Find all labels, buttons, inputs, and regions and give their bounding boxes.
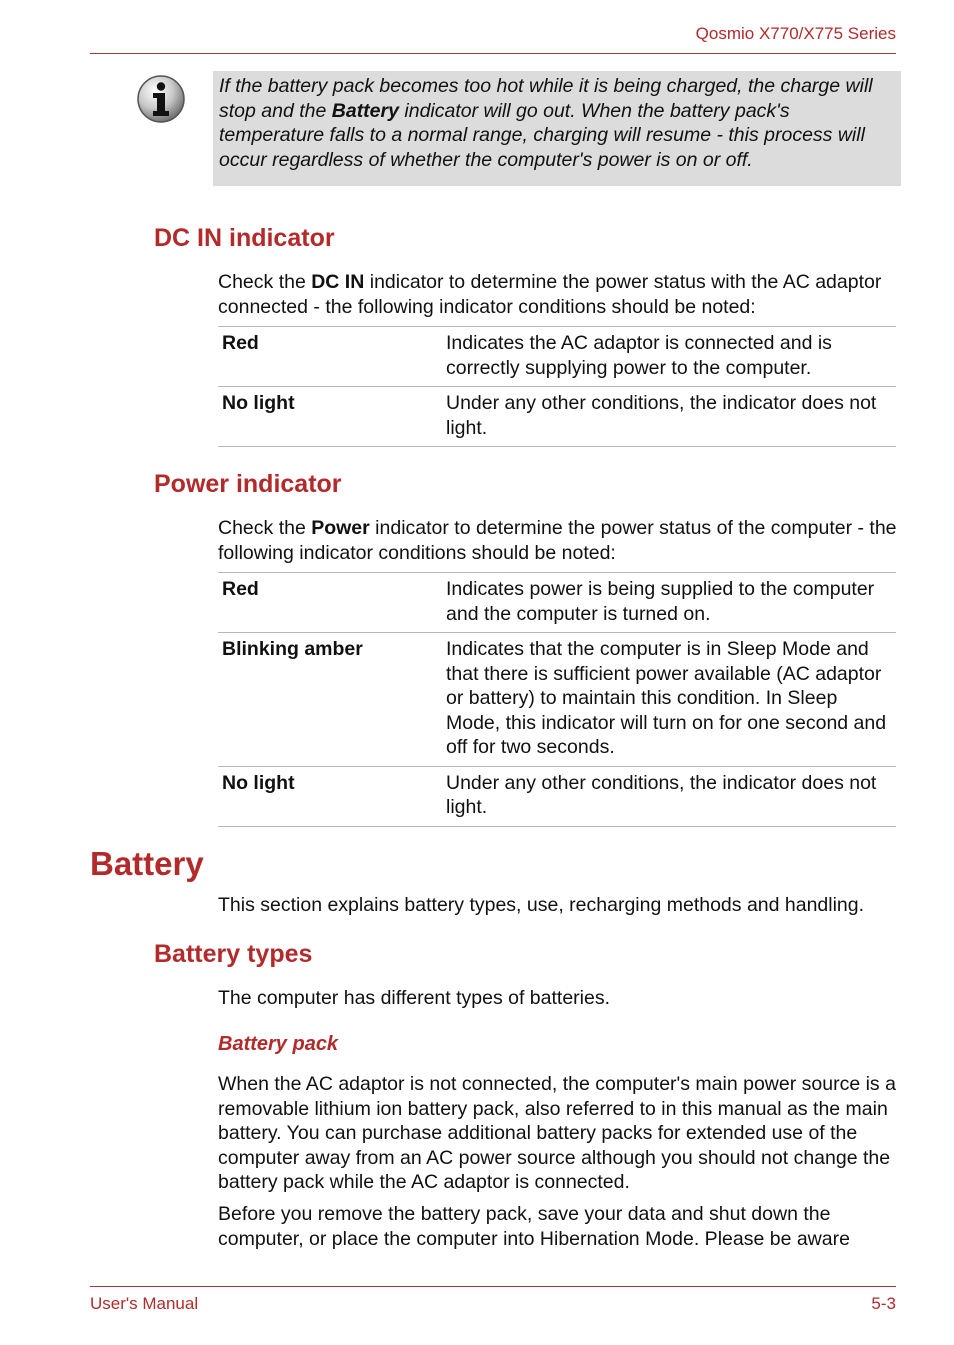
- desc-cell: Under any other conditions, the indicator does not light.: [442, 387, 896, 447]
- note-emphasis: Battery: [331, 99, 399, 122]
- battery-pack-heading: Battery pack: [218, 1033, 339, 1055]
- table-row: [218, 327, 896, 387]
- note-text-1: If the battery pack becomes too hot while it is being charged, the charge will stop and the: [219, 75, 873, 122]
- dcin-heading: DC IN indicator: [154, 224, 335, 252]
- info-icon: [136, 74, 186, 124]
- battery-pack-paragraph-1: When the AC adaptor is not connected, the computer's main power source is a removable lithium ion battery pack, also referred to in this manual as the main battery. You can purchase additional battery packs for extended use of the computer away from an AC power source although you should not change the battery pack while the AC adaptor is connected.: [218, 1073, 896, 1193]
- footer-rule: [90, 1286, 896, 1287]
- desc-cell: Under any other conditions, the indicator does not light.: [442, 766, 896, 826]
- power-heading: Power indicator: [154, 470, 342, 498]
- desc-cell: Indicates the AC adaptor is connected and is correctly supplying power to the computer.: [442, 327, 896, 387]
- table-row: [218, 633, 896, 767]
- note-box: [213, 71, 901, 186]
- footer-manual-name: User's Manual: [90, 1294, 199, 1313]
- desc-cell: Indicates that the computer is in Sleep Mode and that there is sufficient power available (AC adaptor or battery) to maintain this condition. In Sleep Mode, this indicator will turn on for one second and off for two seconds.: [442, 633, 896, 767]
- state-cell: Red: [218, 327, 442, 387]
- battery-types-intro: The computer has different types of batteries.: [218, 987, 611, 1009]
- page-number: 5-3: [871, 1294, 896, 1313]
- power-table: [218, 572, 896, 827]
- state-cell: Red: [218, 573, 442, 633]
- note-text-2: indicator will go out. When the battery pack's temperature falls to a normal range, charging will resume - this process will occur regardless of whether the computer's power is on or off.: [219, 99, 865, 171]
- state-cell: No light: [218, 387, 442, 447]
- state-cell: Blinking amber: [218, 633, 442, 767]
- header-rule: [90, 53, 896, 54]
- running-header: Qosmio X770/X775 Series: [695, 24, 896, 43]
- battery-pack-paragraph-2: Before you remove the battery pack, save your data and shut down the computer, or place the computer into Hibernation Mode. Please be aware: [218, 1203, 850, 1250]
- battery-heading: Battery: [90, 845, 204, 882]
- battery-intro: This section explains battery types, use, recharging methods and handling.: [218, 894, 865, 916]
- desc-cell: Indicates power is being supplied to the computer and the computer is turned on.: [442, 573, 896, 633]
- table-row: [218, 766, 896, 826]
- table-row: [218, 573, 896, 633]
- battery-types-heading: Battery types: [154, 940, 313, 968]
- dcin-table: [218, 326, 896, 447]
- state-cell: No light: [218, 766, 442, 826]
- dcin-intro: Check the DC IN indicator to determine the power status with the AC adaptor connected - the following indicator conditions should be noted:: [218, 271, 882, 318]
- table-row: [218, 387, 896, 447]
- power-intro: Check the Power indicator to determine the power status of the computer - the following indicator conditions should be noted:: [218, 517, 897, 564]
